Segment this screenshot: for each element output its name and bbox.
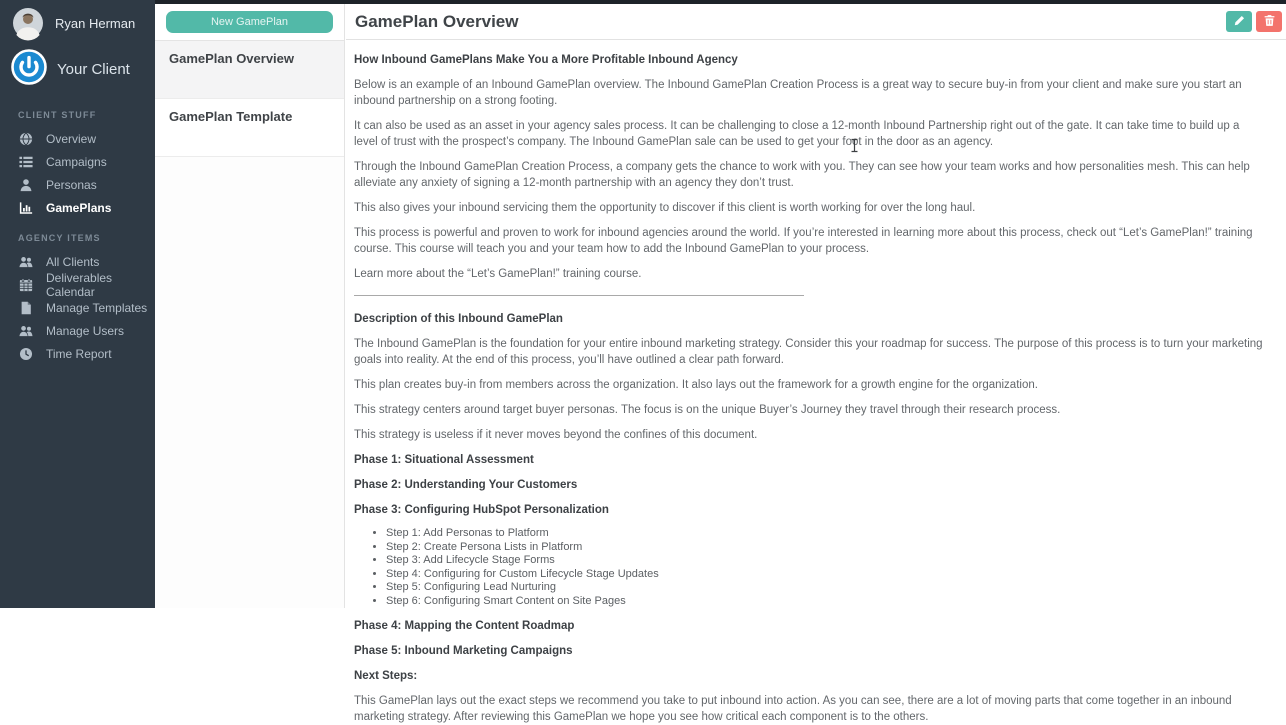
users-icon xyxy=(19,255,33,269)
doc-paragraph: This plan creates buy-in from members across the organization. It also lays out the framework for a growth engine for the organization. xyxy=(354,379,1038,391)
doc-list-item: • Step 3: Add Lifecycle Stage Forms xyxy=(386,554,1266,568)
doc-list-item: • Step 2: Create Persona Lists in Platform xyxy=(386,541,1266,555)
sidebar-item-manage-templates[interactable] xyxy=(0,296,155,319)
client-logo-icon xyxy=(11,49,47,90)
panel-toolbar xyxy=(155,4,344,41)
document-body xyxy=(346,40,1286,723)
sidebar-item-deliverables-calendar[interactable] xyxy=(0,270,155,299)
doc-paragraph: This also gives your inbound servicing them the opportunity to discover if this client is worth working for over the long haul. xyxy=(354,202,976,214)
page-title: GamePlan Overview xyxy=(355,11,519,31)
file-icon xyxy=(19,301,33,315)
pencil-icon xyxy=(1233,14,1246,30)
doc-heading: Phase 5: Inbound Marketing Campaigns xyxy=(354,645,573,657)
doc-paragraph: This strategy is useless if it never moves beyond the confines of this document. xyxy=(354,429,758,441)
gameplan-list-item[interactable]: GamePlan Overview xyxy=(155,41,344,99)
doc-paragraph: This strategy centers around target buyer personas. The focus is on the unique Buyer’s Journey they travel through their research process. xyxy=(354,404,1061,416)
sidebar-item-label: Deliverables Calendar xyxy=(46,270,113,299)
doc-paragraph: Learn more about the “Let’s GamePlan!” training course. xyxy=(354,268,642,280)
nav-section-heading: CLIENT STUFF xyxy=(18,110,97,120)
doc-paragraph: Below is an example of an Inbound GamePlan overview. The Inbound GamePlan Creation Process is a great way to secure buy-in from your client and make sure you start an inbound partnership on a strong footing. xyxy=(354,79,1242,107)
edit-button[interactable] xyxy=(1226,11,1252,32)
gameplan-list-item[interactable]: GamePlan Template xyxy=(155,99,344,157)
trash-icon xyxy=(1263,14,1276,30)
doc-paragraph: This GamePlan lays out the exact steps we recommend you take to put inbound into action. As you can see, there are a lot of moving parts that come together in an inbound marketing strategy. After reviewing this GamePlan we hope you see how critical each component is to the others. xyxy=(354,695,1232,723)
doc-list-item: • Step 4: Configuring for Custom Lifecycle Stage Updates xyxy=(386,568,1266,582)
user-name: Ryan Herman xyxy=(55,15,136,31)
sidebar-item-label: Campaigns xyxy=(46,154,107,169)
client-selector[interactable] xyxy=(0,38,155,90)
sidebar-nav xyxy=(0,96,155,365)
header-actions xyxy=(1226,11,1282,32)
list-icon xyxy=(19,155,33,169)
user-profile[interactable] xyxy=(0,0,155,38)
chart-icon xyxy=(19,201,33,215)
doc-heading: Description of this Inbound GamePlan xyxy=(354,313,563,325)
new-gameplan-button[interactable]: New GamePlan xyxy=(166,11,333,33)
sidebar-item-label: GamePlans xyxy=(46,200,112,215)
avatar xyxy=(13,8,43,38)
person-icon xyxy=(19,178,33,192)
doc-heading: Next Steps: xyxy=(354,670,418,682)
doc-paragraph: The Inbound GamePlan is the foundation for your entire inbound marketing strategy. Consider this your roadmap for success. The purpose of this process is to turn your marketing goals into reality. At the end of this process, you’ll have outlined a clear path forward. xyxy=(354,338,1263,366)
sidebar-item-label: Time Report xyxy=(46,346,112,361)
doc-heading: Phase 3: Configuring HubSpot Personalization xyxy=(354,504,609,516)
doc-list-item: • Step 6: Configuring Smart Content on Site Pages xyxy=(386,595,1266,609)
doc-divider xyxy=(354,295,804,296)
gameplan-list xyxy=(155,41,344,157)
doc-heading: Phase 4: Mapping the Content Roadmap xyxy=(354,620,575,632)
doc-list-item: • Step 1: Add Personas to Platform xyxy=(386,527,1266,541)
sidebar-item-time-report[interactable] xyxy=(0,342,155,365)
sidebar-item-label: Manage Users xyxy=(46,323,125,338)
sidebar-item-campaigns[interactable] xyxy=(0,150,155,173)
sidebar-item-label: Personas xyxy=(46,177,97,192)
doc-list xyxy=(354,527,1266,608)
sidebar-item-label: Manage Templates xyxy=(46,300,148,315)
nav-section-heading: AGENCY ITEMS xyxy=(18,233,101,243)
sidebar-item-personas[interactable] xyxy=(0,173,155,196)
client-name: Your Client xyxy=(57,61,130,78)
sidebar-item-overview[interactable] xyxy=(0,127,155,150)
main-content xyxy=(346,4,1286,723)
calendar-icon xyxy=(19,278,33,292)
gameplan-list-panel xyxy=(155,4,345,608)
doc-paragraph: Through the Inbound GamePlan Creation Process, a company gets the chance to work with you. They can see how your team works and how personalities mesh. This can help alleviate any anxiety of signing a 12-month partnership with an agency they don’t trust. xyxy=(354,161,1250,189)
doc-paragraph: It can also be used as an asset in your agency sales process. It can be challenging to close a 12-month Inbound Partnership right out of the gate. It can take time to build up a level of trust with the prospect’s company. The Inbound GamePlan sale can be used to get your foot in the door as an agency. xyxy=(354,120,1240,148)
delete-button[interactable] xyxy=(1256,11,1282,32)
clock-icon xyxy=(19,347,33,361)
main-header xyxy=(346,4,1286,40)
doc-list-item: • Step 5: Configuring Lead Nurturing xyxy=(386,581,1266,595)
sidebar-item-manage-users[interactable] xyxy=(0,319,155,342)
globe-icon xyxy=(19,132,33,146)
sidebar xyxy=(0,0,155,608)
doc-heading: Phase 2: Understanding Your Customers xyxy=(354,479,578,491)
sidebar-item-label: All Clients xyxy=(46,254,100,269)
sidebar-item-label: Overview xyxy=(46,131,97,146)
doc-heading: How Inbound GamePlans Make You a More Profitable Inbound Agency xyxy=(354,54,738,66)
doc-heading: Phase 1: Situational Assessment xyxy=(354,454,534,466)
users-icon xyxy=(19,324,33,338)
doc-paragraph: This process is powerful and proven to work for inbound agencies around the world. If you’re interested in learning more about this process, check out “Let’s GamePlan!” training course. This course will teach you and your team how to add the Inbound GamePlan to your process. xyxy=(354,227,1253,255)
sidebar-item-gameplans[interactable] xyxy=(0,196,155,219)
